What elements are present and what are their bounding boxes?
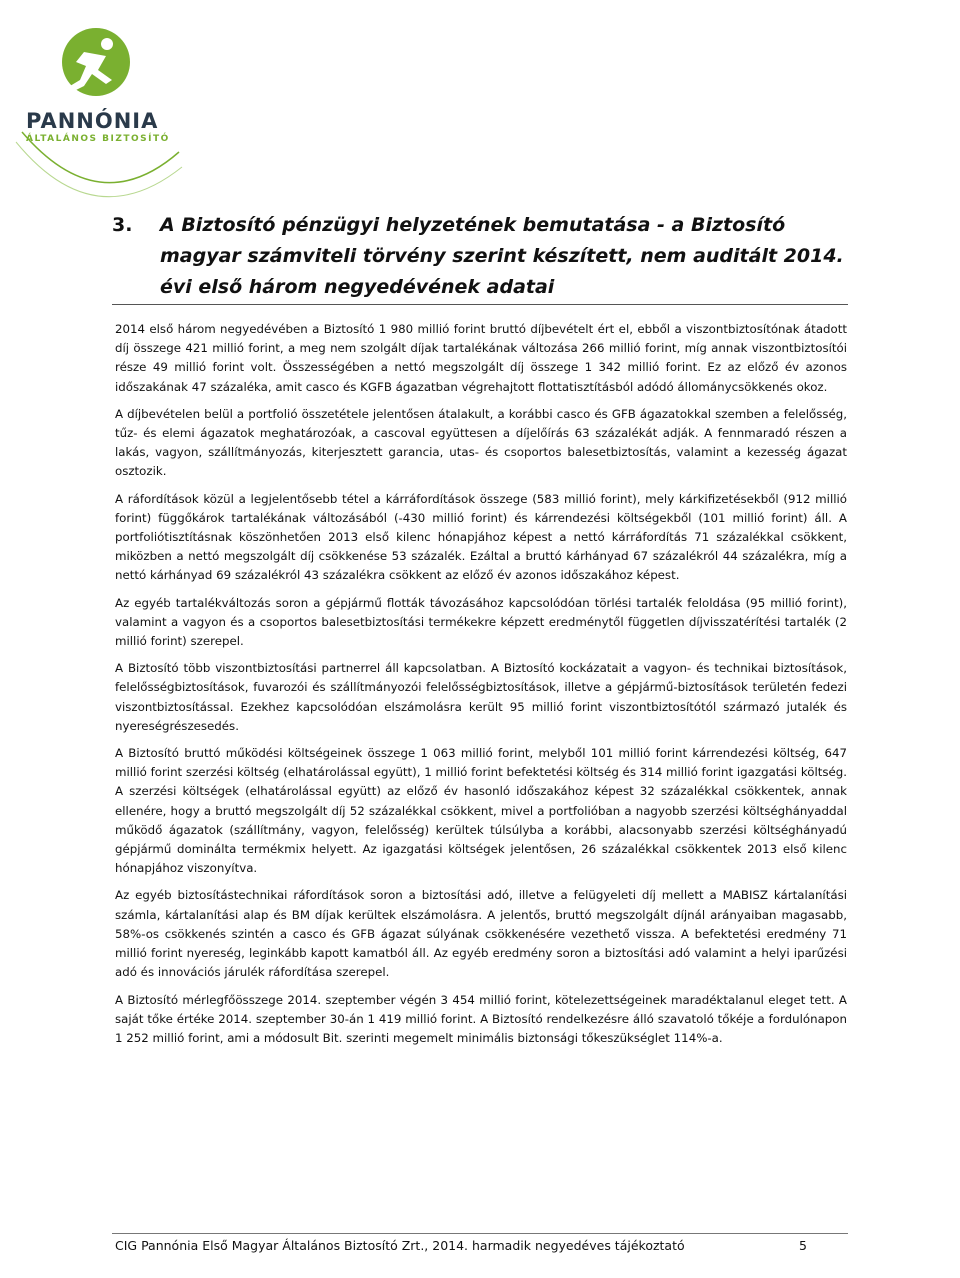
page-footer	[115, 1238, 847, 1253]
company-logo	[14, 22, 184, 222]
page-number: 5	[799, 1238, 807, 1253]
paragraph: Az egyéb tartalékváltozás soron a gépjármű flották távozásához kapcsolódóan törlési tartalék feloldása (95 millió forint), valamint a vagyon és a csoportos balesetbiztosítási termékekre képzett eredménytől független díjvisszatérítési tartalék (2 millió forint) szerepel.	[115, 595, 847, 649]
logo-name: PANNÓNIA	[26, 109, 159, 133]
footer-text: CIG Pannónia Első Magyar Általános Biztosító Zrt., 2014. harmadik negyedéves tájékoztató	[115, 1238, 685, 1253]
heading-divider	[112, 304, 848, 305]
paragraph: A díjbevételen belül a portfolió összetétele jelentősen átalakult, a korábbi casco és GFB ágazatokkal szemben a felelősség, tűz- és elemi ágazatok meghatározóak, a cascoval együttesen a díjelőírás 63 százalékát adják. A fennmaradó részen a lakás, vagyon, szállítmányozás, kiterjesztett garancia, utas- és csoportos balesetbiztosítás, valamint a kezesség ágazat osztozik.	[115, 406, 847, 479]
footer-divider	[112, 1233, 848, 1234]
paragraph: 2014 első három negyedévében a Biztosító 1 980 millió forint bruttó díjbevételt ért el, ebből a viszontbiztosítónak átadott díj összege 421 millió forint, a meg nem szolgált díjak tartalékának változása 266 millió forint, míg annak viszontbiztosítói része 49 millió forint volt. Összességében a nettó megszolgált díj összege 1 342 millió forint. Ez az előző év azonos időszakának 47 százaléka, amit casco és KGFB ágazatban végrehajtott flottatisztításból adódó állománycsökkenés okoz.	[115, 322, 847, 394]
section-number: 3.	[112, 214, 133, 236]
paragraph: A Biztosító mérlegfőösszege 2014. szeptember végén 3 454 millió forint, kötelezettségeinek maradéktalanul eleget tett. A saját tőke értéke 2014. szeptember 30-án 1 419 millió forint. A Biztosító rendelkezésre álló szavatoló tőkéje a fordulónapon 1 252 millió forint, ami a módosult Bit. szerinti megemelt minimális biztonsági tőkeszükséglet 114%-a.	[115, 992, 847, 1045]
paragraph: A Biztosító bruttó működési költségeinek összege 1 063 millió forint, melyből 101 millió forint kárrendezési költség, 647 millió forint szerzési költség (elhatárolással együtt), 1 millió forint befektetési költség és 314 millió forint igazgatási költség. A szerzési költségek (elhatárolással együtt) az előző év hasonló időszakához képest 32 százalékkal csökkentek, annak ellenére, hogy a bruttó megszolgált díj 52 százalékkal csökkent, mivel a portfolióban a nagyobb szerzési költséghányaddal működő ágazatok (szállítmány, vagyon, felelősség) kerültek túlsúlyba a korábbi, alacsonyabb szerzési költséghányadú gépjármű dominálta termékmix helyett. Az igazgatási költségek jelentősen, 26 százalékkal csökkentek 2013 első kilenc hónapjához viszonyítva.	[115, 746, 848, 876]
logo-tagline: ÁLTALÁNOS BIZTOSÍTÓ	[26, 134, 170, 144]
paragraph: A Biztosító több viszontbiztosítási partnerrel áll kapcsolatban. A Biztosító kockázatait a vagyon- és technikai biztosítások, felelősségbiztosítások, fuvarozói és szállítmányozói felelősségbiztosítások, illetve a gépjármű-biztosítások területén fedezi viszontbiztosítással. Ezekhez kapcsolódóan elszámolásra került 95 millió forint viszontbiztosítótól származó jutalék és nyereségrészesedés.	[115, 661, 847, 733]
paragraph: A ráfordítások közül a legjelentősebb tétel a kárráfordítások összege (583 millió forint), mely kárkifizetésekből (912 millió forint) függőkárok tartalékának változásából (-430 millió forint) és kárrendezési költségekből (101 millió forint) áll. A portfoliótisztításnak köszönhetően 2013 első kilenc hónapjához képest a nettó kárráfordítás 71 százalékkal csökkent, miközben a nettó megszolgált díj csökkenése 53 százalék. Ezáltal a bruttó kárhányad 67 százalékról 44 százalékra, míg a nettó kárhányad 69 százalékról 43 százalékra csökkent az előző év azonos időszakához képest.	[115, 491, 847, 583]
paragraph: Az egyéb biztosítástechnikai ráfordítások soron a biztosítási adó, illetve a felügyeleti díj mellett a MABISZ kártalanítási számla, kártalanítási alap és BM díjak kerültek elszámolásra. A jelentős, bruttó megszolgált díjnál arányaiban magasabb, 58%-os csökkenés szintén a casco és GFB ágazat súlyának csökkenésére vezethető vissza. A befektetési eredmény 71 millió forint nyereség, leginkább kapott kamatból áll. Az egyéb eredmény soron a biztosítási adó valamint a helyi iparűzési adó és innovációs járulék ráfordítása szerepel.	[115, 888, 847, 980]
section-title: A Biztosító pénzügyi helyzetének bemutatása - a Biztosító magyar számviteli törvény szerint készített, nem auditált 2014. évi első három negyedévének adatai	[160, 214, 844, 298]
body-text	[115, 320, 847, 1056]
